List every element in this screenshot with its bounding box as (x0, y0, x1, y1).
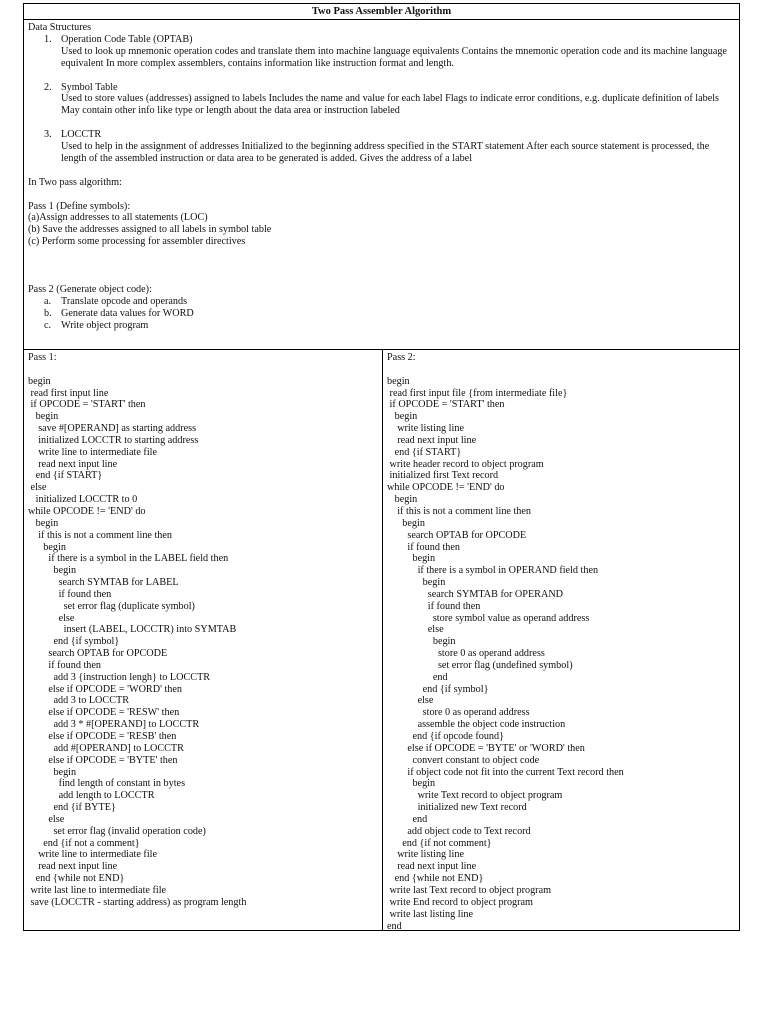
pass1-code-line: else (28, 813, 65, 825)
pass1-summary-heading: Pass 1 (Define symbols): (28, 200, 131, 212)
pass1-code-line: else (28, 482, 47, 494)
pass2-summary-item (28, 296, 735, 308)
pass1-code-line: begin (28, 766, 77, 778)
pass2-code-line: if found then (387, 600, 481, 612)
pass1-code-line: initialized LOCCTR to 0 (28, 494, 138, 506)
algorithm-columns (24, 350, 739, 930)
pass2-summary-item (28, 308, 735, 320)
pass2-code-line: begin (387, 577, 446, 589)
pass1-code-line: else if OPCODE = 'WORD' then (28, 683, 183, 695)
pass1-code-line: if there is a symbol in the LABEL field then (28, 553, 229, 565)
pass1-summary-line: (c) Perform some processing for assembler directives (28, 236, 246, 248)
pass2-code-line: end (387, 813, 428, 825)
pass2-code-line: store symbol value as operand address (387, 612, 590, 624)
pass1-code-line: add length to LOCCTR (28, 790, 155, 802)
pass2-code-line: end (387, 920, 402, 932)
pass1-code-line: end {if symbol} (28, 636, 120, 648)
pass2-code-line: begin (387, 778, 436, 790)
pass1-code-line: end {if not a comment} (28, 837, 140, 849)
pass2-code-line: write End record to object program (387, 896, 533, 908)
pass1-code-line: read next input line (28, 861, 118, 873)
pass2-code-line: end {if START} (387, 446, 462, 458)
pass1-code-line: search SYMTAB for LABEL (28, 577, 179, 589)
pass2-code-line: read first input file {from intermediate file} (387, 387, 568, 399)
pass2-code-line: write listing line (387, 849, 464, 861)
data-structures-list (28, 34, 735, 165)
pass2-code-line: write last listing line (387, 908, 474, 920)
pass2-code-line: end {if opcode found} (387, 731, 505, 742)
pass1-code-line: if OPCODE = 'START' then (28, 399, 146, 411)
pass2-code-line: write listing line (387, 423, 464, 435)
pass1-code-line: if found then (28, 588, 112, 600)
pass2-code-line: if OPCODE = 'START' then (387, 399, 505, 411)
algorithm-document (23, 3, 740, 931)
pass1-code-line: add 3 * #[OPERAND] to LOCCTR (28, 719, 200, 731)
pass1-code-line: add 3 to LOCCTR (28, 695, 130, 707)
pass2-code-line: initialized new Text record (387, 802, 527, 814)
pass1-code-line: read first input line (28, 387, 109, 399)
item-letter: b. (44, 307, 52, 319)
pass2-summary-list (28, 296, 735, 332)
pass2-code-line: end (387, 671, 448, 683)
pass2-column (383, 350, 739, 930)
item-name: LOCCTR (61, 129, 102, 141)
pass2-code-line: begin (387, 553, 436, 565)
pass1-code-line: set error flag (invalid operation code) (28, 825, 206, 837)
pass1-code-line: set error flag (duplicate symbol) (28, 600, 195, 612)
pass1-code-line: write last line to intermediate file (28, 884, 167, 896)
pass2-code-line: if object code not fit into the current Text record then (387, 766, 624, 778)
item-number: 3. (44, 129, 52, 141)
item-description: Used to help in the assignment of addresses Initialized to the beginning address specified in the START statement After each source statement is processed, the length of the assembled instruction or data area to be generated is added. Gives the address of a label (61, 141, 710, 164)
pass1-code-line: begin (28, 375, 51, 387)
overview-section (24, 20, 739, 350)
pass1-code-line (28, 364, 378, 376)
pass2-code (387, 364, 735, 933)
pass2-code-line: begin (387, 375, 410, 387)
item-name: Operation Code Table (OPTAB) (61, 33, 193, 45)
pass2-code-line: end {if symbol} (387, 683, 489, 695)
item-text: Translate opcode and operands (61, 295, 188, 307)
pass2-code-line: begin (387, 517, 425, 529)
pass2-code-line: initialized first Text record (387, 470, 499, 482)
pass1-code-line: if found then (28, 659, 101, 671)
pass1-code-line: end {if BYTE} (28, 802, 116, 814)
pass1-code-line: end {if START} (28, 470, 103, 482)
pass2-code-line: if found then (387, 541, 460, 553)
item-number: 1. (44, 33, 52, 45)
pass1-summary-line: (a)Assign addresses to all statements (LOC) (28, 212, 208, 224)
item-description: Used to store values (addresses) assigned to labels Includes the name and value for each label Flags to indicate error conditions, e.g. duplicate definition of labels (61, 93, 720, 105)
pass1-code-line: write line to intermediate file (28, 849, 157, 861)
pass2-code-line: write header record to object program (387, 458, 544, 470)
pass1-code-line: initialized LOCCTR to starting address (28, 434, 199, 446)
pass2-summary-item (28, 320, 735, 332)
pass1-code-line: add 3 {instruction lengh} to LOCCTR (28, 671, 211, 683)
item-text: Generate data values for WORD (61, 307, 194, 319)
pass2-code-line: else if OPCODE = 'BYTE' or 'WORD' then (387, 742, 585, 754)
data-structure-item (28, 34, 735, 70)
pass2-code-line: begin (387, 411, 418, 423)
pass1-code-line: insert (LABEL, LOCCTR) into SYMTAB (28, 624, 237, 636)
pass1-code-line: else if OPCODE = 'BYTE' then (28, 754, 178, 766)
pass1-code-line: begin (28, 541, 66, 553)
pass1-code-line: else (28, 612, 75, 624)
pass2-code-line: add object code to Text record (387, 825, 531, 837)
item-name: Symbol Table (61, 81, 118, 93)
pass1-code-line: else if OPCODE = 'RESW' then (28, 707, 180, 719)
pass1-code-line: if this is not a comment line then (28, 529, 173, 541)
pass2-code-line: if this is not a comment line then (387, 505, 532, 517)
pass2-code-line: begin (387, 636, 456, 648)
pass1-code-line: add #[OPERAND] to LOCCTR (28, 742, 184, 754)
pass2-code-line: if there is a symbol in OPERAND field then (387, 565, 599, 577)
item-description-extra: May contain other info like type or length about the data area or instruction labeled (61, 105, 400, 117)
pass1-code (28, 364, 378, 909)
pass1-code-line: else if OPCODE = 'RESB' then (28, 731, 177, 742)
pass1-code-line: begin (28, 565, 77, 577)
pass1-code-line: find length of constant in bytes (28, 778, 186, 790)
document-title: Two Pass Assembler Algorithm (24, 4, 739, 20)
pass1-code-line: save #[OPERAND] as starting address (28, 423, 197, 435)
data-structures-heading: Data Structures (28, 22, 92, 33)
pass2-summary-heading: Pass 2 (Generate object code): (28, 283, 152, 295)
pass2-code-line: else (387, 624, 444, 636)
item-number: 2. (44, 81, 52, 93)
pass2-code-line: store 0 as operand address (387, 648, 545, 660)
pass1-code-line: save (LOCCTR - starting address) as program length (28, 896, 247, 908)
pass1-code-line: end {while not END} (28, 873, 125, 885)
pass2-code-line: write Text record to object program (387, 790, 563, 802)
pass1-column (24, 350, 383, 930)
pass1-code-line: begin (28, 411, 59, 423)
data-structure-item (28, 129, 735, 165)
pass2-code-line: end {while not END} (387, 873, 484, 885)
pass1-code-line: while OPCODE != 'END' do (28, 505, 146, 517)
pass2-code-line: search OPTAB for OPCODE (387, 529, 527, 541)
pass2-code-line: store 0 as operand address (387, 707, 530, 719)
pass2-code-line: begin (387, 494, 418, 506)
item-text: Write object program (61, 319, 149, 331)
pass2-code-line: search SYMTAB for OPERAND (387, 588, 564, 600)
pass1-code-line: write line to intermediate file (28, 446, 157, 458)
pass2-code-line (387, 364, 735, 376)
pass2-code-line: end {if not comment} (387, 837, 492, 849)
pass1-code-line: read next input line (28, 458, 118, 470)
item-letter: a. (44, 295, 52, 307)
pass1-code-line: search OPTAB for OPCODE (28, 648, 168, 660)
pass2-code-line: convert constant to object code (387, 754, 540, 766)
pass1-heading: Pass 1: (28, 352, 57, 363)
pass1-summary-line: (b) Save the addresses assigned to all labels in symbol table (28, 224, 272, 236)
pass2-code-line: write last Text record to object program (387, 884, 552, 896)
pass2-heading: Pass 2: (387, 352, 416, 363)
pass1-code-line: begin (28, 517, 59, 529)
pass2-code-line: else (387, 695, 434, 707)
pass2-code-line: read next input line (387, 861, 477, 873)
pass2-code-line: set error flag (undefined symbol) (387, 659, 573, 671)
item-description: Used to look up mnemonic operation codes and translate them into machine language equivalents Contains the mnemonic operation code and its machine language equivalent In more complex assemblers, contains information like instruction format and length. (61, 45, 727, 69)
pass2-code-line: assemble the object code instruction (387, 719, 566, 731)
data-structure-item (28, 82, 735, 118)
intro-text: In Two pass algorithm: (28, 176, 122, 188)
item-letter: c. (44, 319, 52, 331)
pass2-code-line: while OPCODE != 'END' do (387, 482, 505, 494)
pass2-code-line: read next input line (387, 434, 477, 446)
